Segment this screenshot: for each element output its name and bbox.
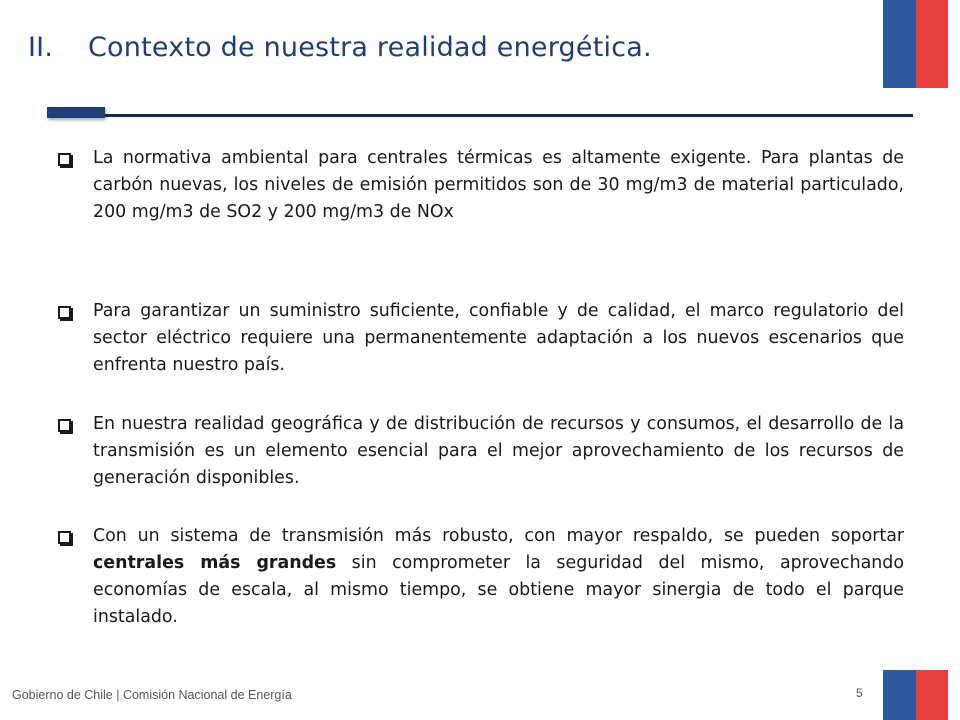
title-divider-accent xyxy=(47,107,105,118)
footer-text: Gobierno de Chile | Comisión Nacional de Energía xyxy=(12,688,292,702)
title-text: Contexto de nuestra realidad energética. xyxy=(88,32,652,63)
flag-stripe-icon xyxy=(883,670,948,720)
list-item xyxy=(58,298,904,411)
bullet-text-emphasis: centrales más grandes xyxy=(93,553,337,573)
checkbox-square-icon xyxy=(58,531,71,544)
list-item xyxy=(58,523,904,631)
title-number: II. xyxy=(28,32,54,63)
slide-title xyxy=(28,32,652,63)
flag-red-stripe xyxy=(916,0,949,88)
bullet-text: La normativa ambiental para centrales térmicas es altamente exigente. Para plantas de carbón nuevas, los niveles de emisión permitidos son de 30 mg/m3 de material particulado, 200 mg/m3 de SO2 y 200 mg/m3 de NOx xyxy=(93,148,904,222)
list-item xyxy=(58,145,904,298)
bullet-text xyxy=(93,523,904,631)
title-divider xyxy=(47,114,913,117)
page-number: 5 xyxy=(856,686,863,700)
flag-blue-stripe xyxy=(883,670,916,720)
flag-stripe-icon xyxy=(883,0,948,88)
list-item xyxy=(58,411,904,523)
bullet-text: Para garantizar un suministro suficiente, confiable y de calidad, el marco regulatorio del sector eléctrico requiere una permanentemente adaptación a los nuevos escenarios que enfrenta nuestro país. xyxy=(93,301,904,375)
bullet-text: En nuestra realidad geográfica y de distribución de recursos y consumos, el desarrollo de la transmisión es un elemento esencial para el mejor aprovechamiento de los recursos de generación disponibles. xyxy=(93,414,904,488)
checkbox-square-icon xyxy=(58,306,71,319)
flag-blue-stripe xyxy=(883,0,916,88)
checkbox-square-icon xyxy=(58,419,71,432)
flag-red-stripe xyxy=(916,670,949,720)
checkbox-square-icon xyxy=(58,153,71,166)
bullet-list xyxy=(58,145,904,631)
bullet-text-part: Con un sistema de transmisión más robusto, con mayor respaldo, se pueden soportar xyxy=(93,526,904,546)
bullet-text-part: sin comprometer la seguridad del mismo, aprovechando economías de escala, al mismo tiempo, se obtiene mayor sinergia de todo el parque instalado. xyxy=(93,553,904,627)
